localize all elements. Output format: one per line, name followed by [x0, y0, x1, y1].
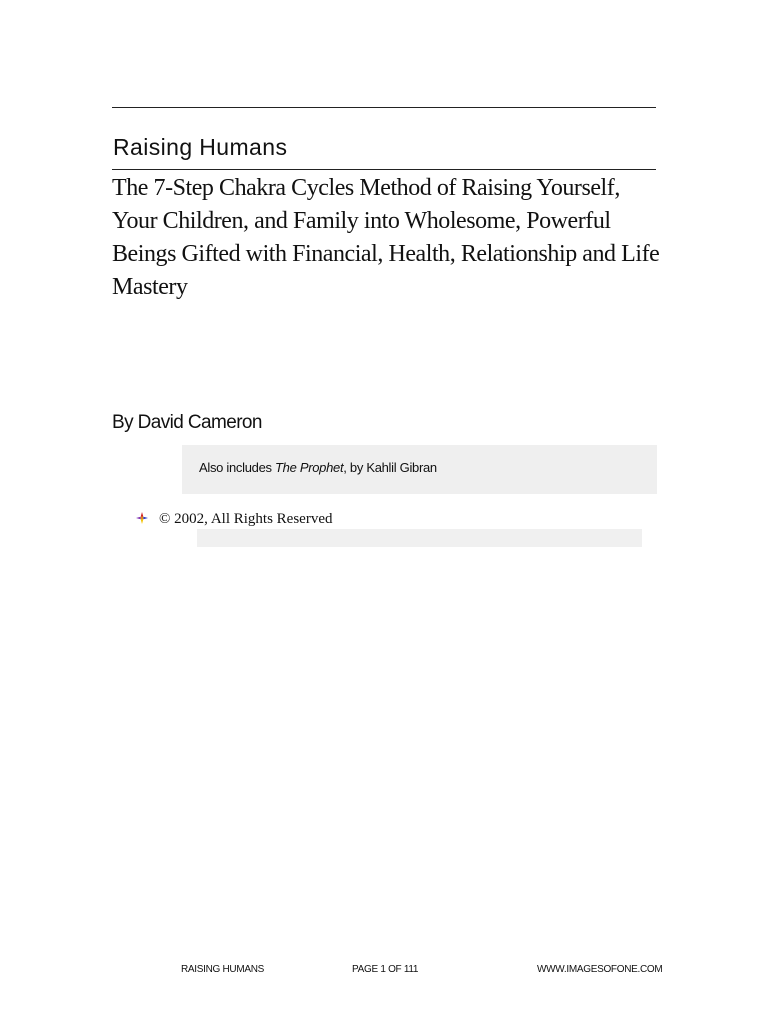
footer-book-title: RAISING HUMANS	[181, 964, 265, 975]
copyright-notice: © 2002, All Rights Reserved	[159, 511, 333, 527]
footer-page-number: PAGE 1 OF 111	[352, 964, 419, 975]
document-subtitle: The 7-Step Chakra Cycles Method of Raising Yourself, Your Children, and Family into Wholesome, Powerful Beings Gifted with Financial, Health, Relationship and Life Mastery	[112, 175, 660, 300]
includes-note-book-title: The Prophet	[275, 460, 344, 475]
title-divider	[112, 169, 656, 170]
includes-note-suffix: , by Kahlil Gibran	[343, 460, 437, 475]
document-title: Raising Humans	[113, 134, 288, 160]
footer-website: WWW.IMAGESOFONE.COM	[537, 964, 663, 975]
top-divider	[112, 107, 656, 108]
includes-note-prefix: Also includes	[199, 460, 276, 475]
author-line: By David Cameron	[112, 412, 262, 433]
includes-note-box	[182, 445, 657, 494]
pinwheel-bullet-icon	[135, 511, 149, 525]
copyright-shaded-bar	[197, 529, 642, 547]
includes-note	[199, 459, 437, 477]
